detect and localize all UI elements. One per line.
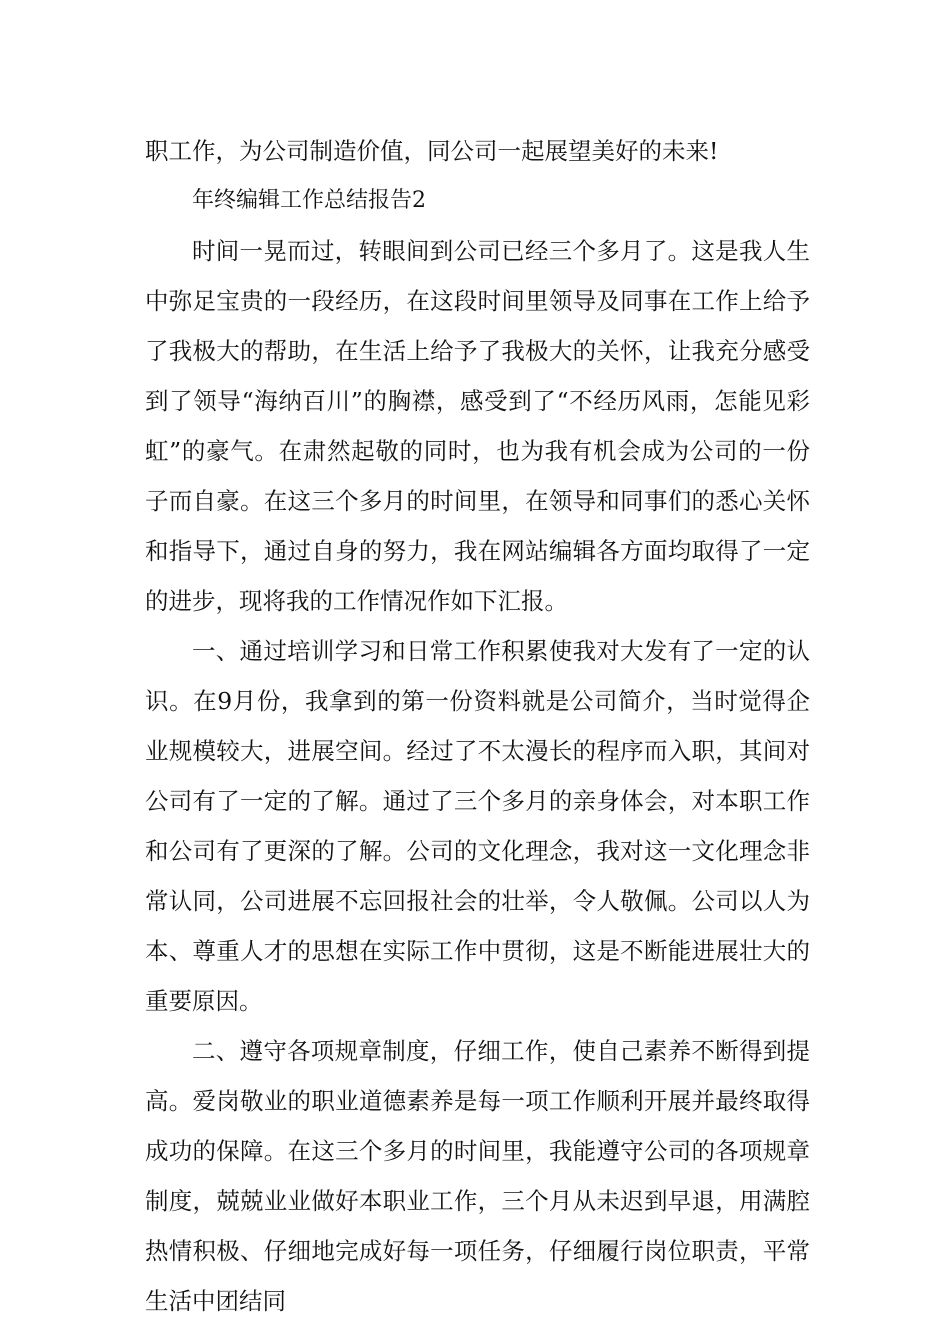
continued-paragraph: 职工作，为公司制造价值，同公司一起展望美好的未来! bbox=[145, 137, 719, 165]
document-page bbox=[145, 126, 810, 1326]
section-two-paragraph: 二、遵守各项规章制度，仔细工作，使自己素养不断得到提高。爱岗敬业的职业道德素养是每一项工作顺利开展并最终取得成功的保障。在这三个多月的时间里，我能遵守公司的各项规章制度，兢兢业业做好本职业工作，三个月从未迟到早退，用满腔热情积极、仔细地完成好每一项任务，仔细履行岗位职责，平常生活中团结同 bbox=[145, 1037, 810, 1315]
report-title: 年终编辑工作总结报告2 bbox=[192, 188, 426, 213]
intro-paragraph: 时间一晃而过，转眼间到公司已经三个多月了。这是我人生中弥足宝贵的一段经历，在这段时间里领导及同事在工作上给予了我极大的帮助，在生活上给予了我极大的关怀，让我充分感受到了领导“海纳百川”的胸襟，感受到了“不经历风雨，怎能见彩虹”的豪气。在肃然起敬的同时，也为我有机会成为公司的一份子而自豪。在这三个多月的时间里，在领导和同事们的悉心关怀和指导下，通过自身的努力，我在网站编辑各方面均取得了一定的进步，现将我的工作情况作如下汇报。 bbox=[145, 237, 810, 615]
section-one-paragraph: 一、通过培训学习和日常工作积累使我对大发有了一定的认识。在9月份，我拿到的第一份资料就是公司简介，当时觉得企业规模较大，进展空间。经过了不太漫长的程序而入职，其间对公司有了一定的了解。通过了三个多月的亲身体会，对本职工作和公司有了更深的了解。公司的文化理念，我对这一文化理念非常认同，公司进展不忘回报社会的壮举，令人敬佩。公司以人为本、尊重人才的思想在实际工作中贯彻，这是不断能进展壮大的重要原因。 bbox=[145, 637, 810, 1015]
